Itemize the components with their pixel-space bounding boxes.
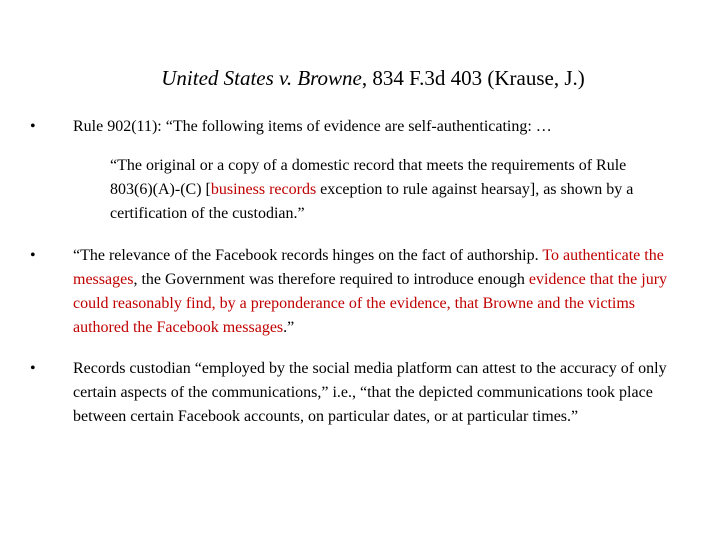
quote-text-1: “The original or a copy of a domestic record that meets the requirements of Rule 803(6)(A)-(C) [ bbox=[110, 157, 627, 198]
relevance-text-1: “The relevance of the Facebook records hinges on the fact of authorship. bbox=[73, 247, 543, 264]
relevance-text-2: , the Government was therefore required to introduce enough bbox=[133, 271, 529, 288]
bullet-marker: • bbox=[30, 118, 36, 135]
quote-highlight: business records bbox=[210, 181, 317, 198]
bullet-marker: • bbox=[30, 360, 36, 377]
rule-quote bbox=[110, 154, 670, 226]
relevance-highlight-1: To authenticate the messages bbox=[73, 247, 664, 288]
quote-text-2: exception to rule against hearsay], as shown by a certification of the custodian.” bbox=[110, 181, 634, 222]
bullet-custodian-text: Records custodian “employed by the social media platform can attest to the accuracy of only certain aspects of the communications,” i.e., “that the depicted communications took place between certain Facebook accounts, on particular dates, or at particular times.” bbox=[73, 360, 667, 425]
bullet-rule-902-text: Rule 902(11): “The following items of evidence are self-authenticating: … bbox=[73, 118, 552, 135]
bullet-relevance-text bbox=[73, 244, 693, 340]
slide-title bbox=[0, 64, 720, 92]
case-citation: , 834 F.3d 403 (Krause, J.) bbox=[361, 66, 585, 90]
case-name: United States v. Browne bbox=[161, 66, 362, 90]
relevance-highlight-2: evidence that the jury could reasonably find, by a preponderance of the evidence, that Browne and the victims authored the Facebook messages bbox=[73, 271, 668, 336]
relevance-text-3: .” bbox=[283, 319, 295, 336]
bullet-marker: • bbox=[30, 247, 36, 264]
